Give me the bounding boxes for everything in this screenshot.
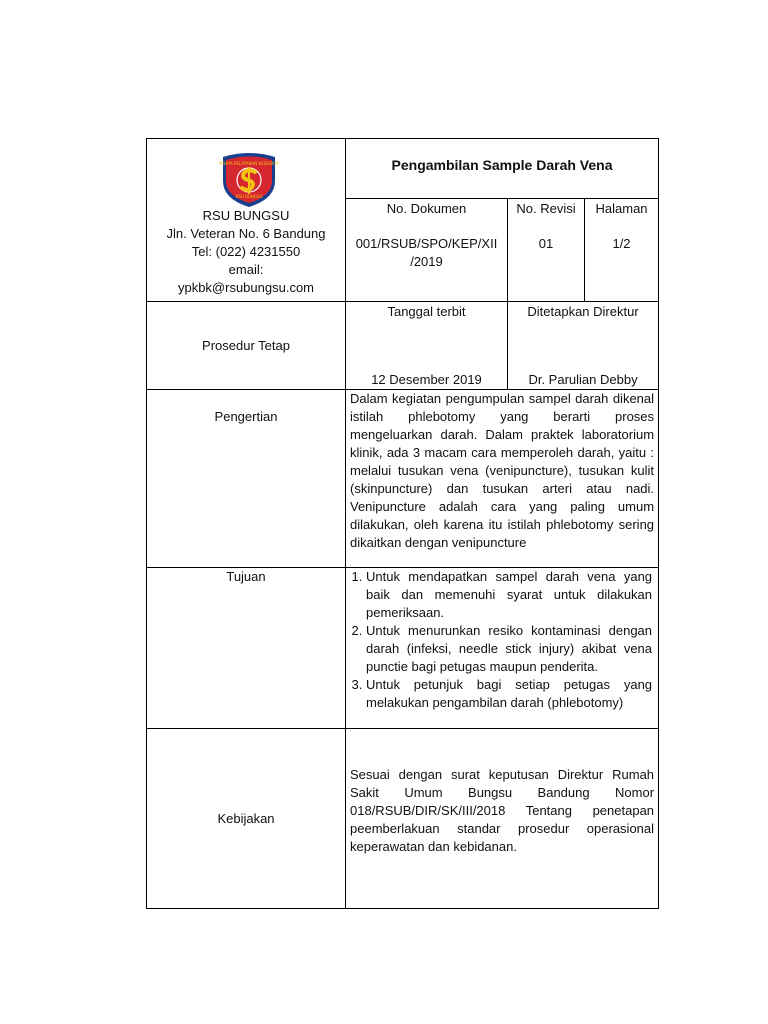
issue-date: 12 Desember 2019 [371,372,482,387]
hospital-logo [219,151,279,209]
kebijakan-label-cell [147,729,346,909]
document-title: Pengambilan Sample Darah Vena [391,157,613,173]
kebijakan-text: Sesuai dengan surat keputusan Direktur Rumah Sakit Umum Bungsu Bandung Nomor 018/RSUB/DIR/SK/III/2018 Tentang penetapan peemberlakuan standar prosedur operasional keperawatan dan kebidanan. [350,766,655,854]
revision-cell [508,199,585,302]
page-cell [585,199,659,302]
doc-number-label: No. Dokumen [386,201,467,216]
tujuan-item: 3. Untuk petunjuk bagi setiap petugas yang melakukan pengambilan darah (phlebotomy) [366,676,652,712]
hospital-tel: Tel: (022) 4231550 [191,244,301,259]
procedure-label-cell [147,302,346,390]
title-cell [346,139,659,199]
tujuan-item: 1. Untuk mendapatkan sampel darah vena yang baik dan memenuhi syarat untuk dilakukan pemeriksaan. [366,568,652,622]
revision-label: No. Revisi [516,201,576,216]
approver-name: Dr. Parulian Debby [528,372,638,387]
pengertian-label: Pengertian [214,409,278,424]
revision-value: 01 [538,236,554,251]
issue-date-label: Tanggal terbit [387,304,466,319]
logo-text-top: TRIDAYA PELAYANAN KESEHATAN [219,161,279,166]
tujuan-list [346,568,658,712]
hospital-email-label: email: [228,262,264,277]
pengertian-label-cell [147,390,346,568]
spo-document [146,138,658,908]
hospital-name: RSU BUNGSU [202,208,290,223]
tujuan-content-cell [346,568,659,729]
issue-date-cell [346,302,508,390]
tujuan-item: 2. Untuk menurunkan resiko kontaminasi dengan darah (infeksi, needle stick injury) akibat vena punctie bagi petugas maupun penderita. [366,622,652,676]
pengertian-content-cell [346,390,659,568]
tujuan-label: Tujuan [226,569,266,584]
approval-cell [508,302,659,390]
doc-number-line1: 001/RSUB/SPO/KEP/XII [355,236,498,251]
page-label: Halaman [595,201,648,216]
doc-number-cell [346,199,508,302]
hospital-email: ypkbk@rsubungsu.com [177,280,315,295]
doc-number-line2: /2019 [410,254,443,269]
tujuan-label-cell [147,568,346,729]
hospital-address: Jln. Veteran No. 6 Bandung [166,226,326,241]
spo-table [146,138,659,909]
kebijakan-content-cell [346,729,659,909]
page-value: 1/2 [612,236,631,251]
logo-text-bottom: RSU BUNGSU [235,194,263,199]
approved-by-label: Ditetapkan Direktur [527,304,639,319]
kebijakan-label: Kebijakan [217,811,275,826]
procedure-label: Prosedur Tetap [202,338,290,353]
hospital-info-cell [147,139,346,302]
pengertian-text: Dalam kegiatan pengumpulan sampel darah dikenal istilah phlebotomy yang berarti proses mengeluarkan darah. Dalam praktek laboratorium klinik, ada 3 macam cara memperoleh darah, yaitu : melalui tusukan vena (venipuncture), tusukan kulit (skinpuncture) dan tusukan arteri atau nadi. Venipuncture adalah cara yang paling umum dilakukan, oleh karena itu istilah phlebotomy sering dikaitkan dengan venipuncture [350,391,655,550]
